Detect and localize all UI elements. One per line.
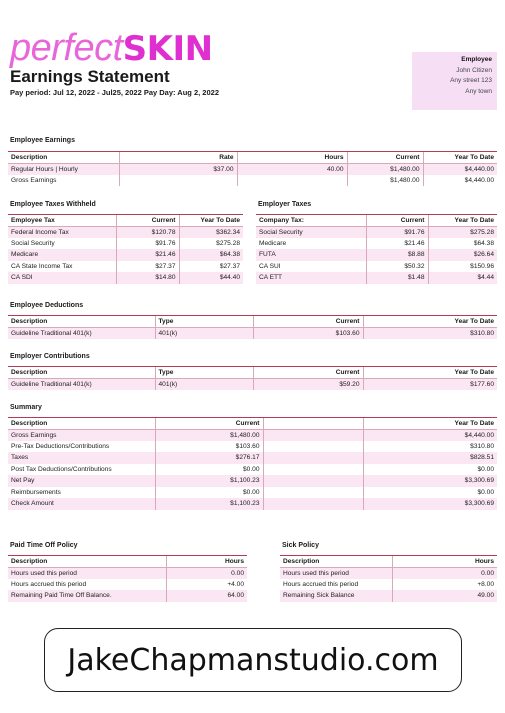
- table-row: [8, 249, 243, 261]
- cell: $3,300.69: [363, 498, 497, 510]
- employee-town: Any town: [465, 87, 492, 95]
- col-header: Type: [155, 316, 253, 328]
- cell: Social Security: [256, 226, 366, 238]
- cell: 49.00: [392, 590, 497, 602]
- col-header: Year To Date: [363, 418, 497, 430]
- cell: $310.80: [363, 327, 497, 339]
- brand-logo: [10, 28, 213, 69]
- cell: CA SUI: [259, 262, 281, 270]
- contributions-table: [8, 366, 497, 390]
- employer-taxes-title: Employer Taxes: [258, 201, 312, 208]
- cell: 40.00: [237, 163, 347, 175]
- earnings-table: [8, 151, 497, 186]
- cell: $0.00: [363, 487, 497, 499]
- col-header: Employee Tax: [8, 215, 116, 227]
- taxes-withheld-table: [8, 214, 243, 284]
- cell: $1,480.00: [347, 163, 423, 175]
- cell: Gross Earnings: [11, 176, 57, 184]
- table-row: [8, 238, 243, 250]
- cell: $276.17: [155, 452, 263, 464]
- col-header: Rate: [119, 152, 237, 164]
- cell: $64.38: [179, 249, 243, 261]
- cell: $275.28: [428, 226, 497, 238]
- table-row: [8, 261, 243, 273]
- table-row: [8, 272, 243, 284]
- cell: $14.80: [116, 272, 179, 284]
- col-header: Description: [8, 367, 155, 379]
- employee-name: John Citizen: [456, 66, 492, 74]
- cell: $50.32: [366, 261, 428, 273]
- cell: 0.00: [392, 567, 497, 579]
- col-header: Current: [155, 418, 263, 430]
- cell: 0.00: [166, 567, 247, 579]
- col-header: Current: [366, 215, 428, 227]
- table-row: [8, 590, 247, 602]
- cell: $4.44: [428, 272, 497, 284]
- col-header: Current: [253, 367, 363, 379]
- table-row: [8, 378, 497, 390]
- cell: $0.00: [155, 487, 263, 499]
- cell: $103.60: [155, 441, 263, 453]
- cell: $64.38: [428, 238, 497, 250]
- cell: Hours accrued this period: [283, 580, 359, 588]
- pto-title: Paid Time Off Policy: [10, 542, 78, 549]
- cell: Federal Income Tax: [8, 226, 116, 238]
- table-row: [8, 429, 497, 441]
- deductions-table: [8, 315, 497, 339]
- col-header: Current: [253, 316, 363, 328]
- table-header-row: [8, 152, 497, 164]
- cell: Pre-Tax Deductions/Contributions: [11, 442, 110, 450]
- table-header-row: [256, 215, 497, 227]
- table-row: [8, 464, 497, 476]
- cell: $21.46: [116, 249, 179, 261]
- taxes-withheld-title: Employee Taxes Withheld: [10, 201, 96, 208]
- cell: Guideline Traditional 401(k): [8, 378, 155, 390]
- cell: $59.20: [253, 378, 363, 390]
- table-row: [256, 249, 497, 261]
- cell: Post Tax Deductions/Contributions: [11, 465, 112, 473]
- summary-table: [8, 417, 497, 510]
- cell: $91.76: [366, 226, 428, 238]
- cell: $1,100.23: [155, 475, 263, 487]
- cell: Guideline Traditional 401(k): [8, 327, 155, 339]
- table-row: [8, 226, 243, 238]
- cell: [119, 175, 237, 187]
- col-header: Description: [280, 556, 392, 568]
- cell: $4,440.00: [423, 175, 497, 187]
- table-row: [8, 327, 497, 339]
- table-header-row: [8, 316, 497, 328]
- col-header: [263, 418, 363, 430]
- cell: Medicare: [259, 239, 287, 247]
- cell: Hours used this period: [280, 567, 392, 579]
- cell: Remaining Sick Balance: [280, 590, 392, 602]
- cell: $8.88: [366, 249, 428, 261]
- col-header: Year To Date: [423, 152, 497, 164]
- cell: $0.00: [363, 464, 497, 476]
- cell: $4,440.00: [423, 163, 497, 175]
- table-row: [8, 452, 497, 464]
- table-row: [8, 579, 247, 591]
- pto-table: [8, 555, 247, 602]
- table-row: [8, 567, 247, 579]
- cell: CA ETT: [256, 272, 366, 284]
- table-header-row: [8, 556, 247, 568]
- cell: +4.00: [166, 579, 247, 591]
- logo-bold: SKIN: [122, 29, 213, 69]
- summary-title: Summary: [10, 404, 42, 411]
- logo-thin: perfect: [10, 27, 123, 69]
- cell: [263, 464, 363, 476]
- col-header: Year To Date: [363, 367, 497, 379]
- cell: 401(k): [155, 378, 253, 390]
- col-header: Description: [8, 418, 155, 430]
- cell: CA State Income Tax: [11, 262, 73, 270]
- cell: $37.00: [119, 163, 237, 175]
- cell: $3,300.69: [363, 475, 497, 487]
- cell: [263, 452, 363, 464]
- col-header: Description: [8, 152, 119, 164]
- table-header-row: [8, 418, 497, 430]
- col-header: Company Tax:: [256, 215, 366, 227]
- col-header: Year To Date: [179, 215, 243, 227]
- table-row: [256, 226, 497, 238]
- col-header: Current: [116, 215, 179, 227]
- table-header-row: [8, 367, 497, 379]
- pay-period: Pay period: Jul 12, 2022 - Jul25, 2022 Pay Day: Aug 2, 2022: [10, 88, 219, 97]
- cell: Social Security: [11, 239, 55, 247]
- cell: $1,100.23: [155, 498, 263, 510]
- cell: $44.40: [179, 272, 243, 284]
- cell: Taxes: [8, 452, 155, 464]
- cell: $362.34: [179, 226, 243, 238]
- cell: $275.28: [179, 238, 243, 250]
- cell: Regular Hours | Hourly: [8, 163, 119, 175]
- col-header: Type: [155, 367, 253, 379]
- table-row: [256, 272, 497, 284]
- cell: $4,440.00: [363, 429, 497, 441]
- table-row: [280, 590, 497, 602]
- cell: $27.37: [116, 261, 179, 273]
- table-row: [8, 441, 497, 453]
- cell: $310.80: [363, 441, 497, 453]
- table-row: [280, 579, 497, 591]
- cell: $1.48: [366, 272, 428, 284]
- table-header-row: [280, 556, 497, 568]
- table-row: [280, 567, 497, 579]
- cell: $1,480.00: [155, 429, 263, 441]
- cell: $1,480.00: [347, 175, 423, 187]
- col-header: Year To Date: [428, 215, 497, 227]
- contributions-title: Employer Contributions: [10, 353, 90, 360]
- cell: +8.00: [392, 579, 497, 591]
- cell: Reimbursements: [11, 488, 61, 496]
- table-row: [8, 498, 497, 510]
- employee-box: [412, 52, 497, 110]
- cell: $150.96: [428, 261, 497, 273]
- cell: $27.37: [179, 261, 243, 273]
- cell: [237, 175, 347, 187]
- cell: Check Amount: [8, 498, 155, 510]
- cell: [263, 441, 363, 453]
- cell: Net Pay: [8, 475, 155, 487]
- earnings-title: Employee Earnings: [10, 137, 75, 144]
- document-title: Earnings Statement: [10, 67, 170, 86]
- table-row: [8, 487, 497, 499]
- col-header: Hours: [237, 152, 347, 164]
- cell: $26.64: [428, 249, 497, 261]
- cell: $91.76: [116, 238, 179, 250]
- cell: [263, 429, 363, 441]
- table-row: [8, 163, 497, 175]
- watermark-banner: JakeChapmanstudio.com: [44, 628, 462, 692]
- col-header: Description: [8, 316, 155, 328]
- cell: FUTA: [256, 249, 366, 261]
- employee-heading: Employee: [461, 56, 492, 63]
- cell: $120.78: [116, 226, 179, 238]
- cell: [263, 487, 363, 499]
- cell: Hours used this period: [8, 567, 166, 579]
- col-header: Year To Date: [363, 316, 497, 328]
- cell: Hours accrued this period: [11, 580, 87, 588]
- sick-table: [280, 555, 497, 602]
- sick-title: Sick Policy: [282, 542, 319, 549]
- cell: 64.00: [166, 590, 247, 602]
- deductions-title: Employee Deductions: [10, 302, 84, 309]
- cell: CA SDI: [8, 272, 116, 284]
- cell: $0.00: [155, 464, 263, 476]
- cell: Remaining Paid Time Off Balance.: [8, 590, 166, 602]
- cell: $828.51: [363, 452, 497, 464]
- table-row: [8, 475, 497, 487]
- col-header: Description: [8, 556, 166, 568]
- col-header: Current: [347, 152, 423, 164]
- cell: Gross Earnings: [8, 429, 155, 441]
- employer-taxes-table: [256, 214, 497, 284]
- cell: $21.46: [366, 238, 428, 250]
- col-header: Hours: [166, 556, 247, 568]
- table-row: [256, 238, 497, 250]
- col-header: Hours: [392, 556, 497, 568]
- table-header-row: [8, 215, 243, 227]
- cell: [263, 475, 363, 487]
- table-row: [256, 261, 497, 273]
- cell: Medicare: [8, 249, 116, 261]
- cell: $103.60: [253, 327, 363, 339]
- table-row: [8, 175, 497, 187]
- cell: $177.60: [363, 378, 497, 390]
- cell: 401(k): [155, 327, 253, 339]
- cell: [263, 498, 363, 510]
- employee-street: Any street 123: [450, 77, 492, 84]
